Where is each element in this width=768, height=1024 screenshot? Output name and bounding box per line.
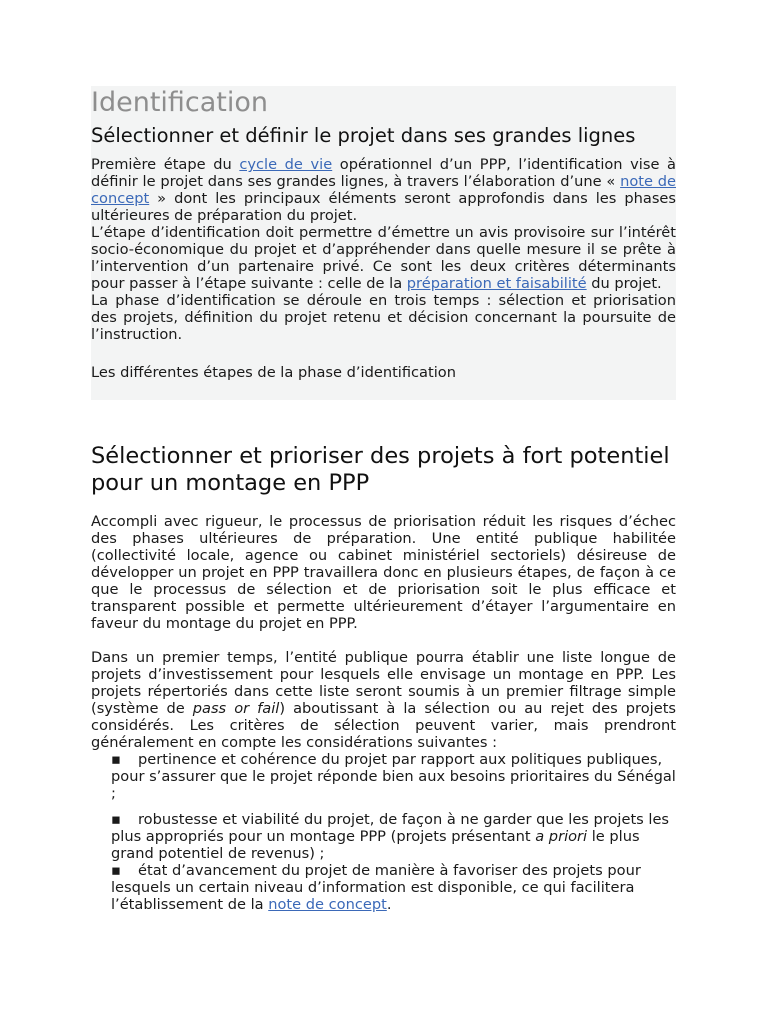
intro-paragraph-1 [91,156,676,224]
text: Dans un premier temps, l’entité publique pourra établir une liste longue de projets d’investissement pour lesquels elle envisage un montage en PPP. Les projets répertoriés dans cette liste seront soumis à un premier filtrage simple (système de [91,649,676,717]
list-item [91,811,676,862]
text: le plus grand potentiel de revenus) ; [111,828,640,862]
text: pertinence et cohérence du projet par rapport aux politiques publiques, pour s’assurer que le projet réponde bien aux besoins prioritaires du Sénégal ; [111,751,676,802]
steps-caption: Les différentes étapes de la phase d’identification [91,364,456,381]
bullet-icon: ▪ [111,862,121,879]
text: L’étape d’identification doit permettre d’émettre un avis provisoire sur l’intérêt socio-économique du projet et d’appréhender dans quelle mesure il se prête à l’intervention d’un partenaire privé. Ce sont les deux critères déterminants pour passer à l’étape suivante : celle de la [91,224,676,292]
text: ) aboutissant à la sélection ou au rejet des projets considérés. Les critères de sélection peuvent varier, mais prendront généralement en compte les considérations suivantes : [91,700,677,751]
criteria-list [91,751,676,913]
page-subtitle: Sélectionner et définir le projet dans ses grandes lignes [91,124,636,147]
bullet-icon: ▪ [111,751,121,768]
emphasis: a priori [535,828,588,845]
section-paragraph-2 [91,649,676,751]
section-paragraph-1: Accompli avec rigueur, le processus de priorisation réduit les risques d’échec des phases ultérieures de préparation. Une entité publique habilitée (collectivité locale, agence ou cabinet ministériel sectoriels) désireuse de développer un projet en PPP travaillera donc en plusieurs étapes, de façon à ce que le processus de sélection et de priorisation soit le plus efficace et transparent possible et permette ultérieurement d’étayer l’argumentaire en faveur du montage du projet en PPP. [91,513,676,632]
list-item [91,862,676,913]
cycle-de-vie-link[interactable]: cycle de vie [239,156,333,173]
bullet-icon: ▪ [111,811,121,828]
note-de-concept-link[interactable]: note de concept [91,173,676,207]
text: » dont les principaux éléments seront approfondis dans les phases ultérieures de préparation du projet. [91,190,676,224]
text: Première étape du [91,156,240,173]
intro-paragraph-2 [91,224,676,292]
intro-paragraph-3: La phase d’identification se déroule en trois temps : sélection et priorisation des projets, définition du projet retenu et décision concernant la poursuite de l’instruction. [91,292,676,343]
text: opérationnel d’un PPP, l’identification vise à définir le projet dans ses grandes lignes, à travers l’élaboration d’une « [91,156,676,190]
emphasis: pass or fail [192,700,280,717]
text: robustesse et viabilité du projet, de façon à ne garder que les projets les plus appropriés pour un montage PPP (projets présentant [111,811,670,845]
page-title: Identification [91,87,269,118]
section-heading: Sélectionner et prioriser des projets à fort potentiel pour un montage en PPP [91,443,670,496]
document-page [91,86,676,913]
intro-box [91,86,676,400]
list-item [91,751,676,802]
text: du projet. [586,275,662,292]
text: . [386,896,392,913]
preparation-faisabilite-link[interactable]: préparation et faisabilité [406,275,587,292]
note-de-concept-link-2[interactable]: note de concept [268,896,387,913]
text: état d’avancement du projet de manière à favoriser des projets pour lesquels un certain niveau d’information est disponible, ce qui facilitera l’établissement de la [111,862,641,913]
